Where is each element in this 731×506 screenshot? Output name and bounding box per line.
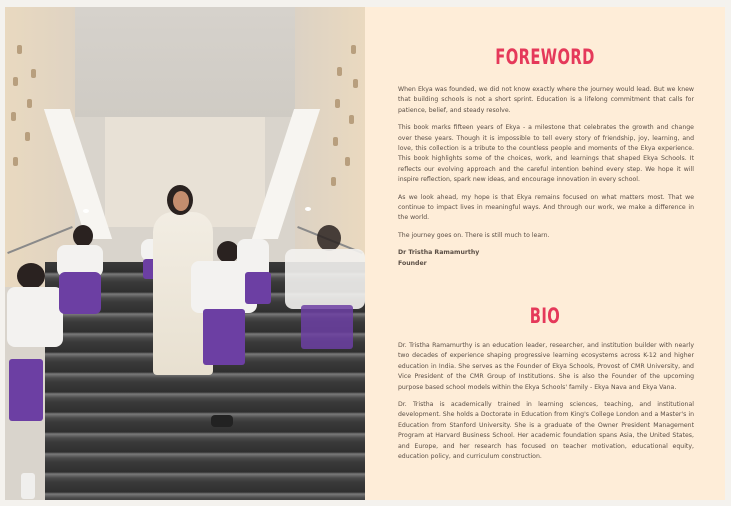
signature-role: Founder	[398, 259, 427, 267]
foreword-heading: FOREWORD	[495, 45, 595, 69]
foreword-paragraph: The journey goes on. There is still much to learn.	[398, 231, 550, 239]
foreword-paragraph: This book marks fifteen years of Ekya - a milestone that celebrates the growth and change over these years. Though it is impossible to tell every story of friendship, joy, learning, and love, this collection is a tribute to the countless people and moments of the Ekya experience. This book highlights some of the choices, work, and learnings that shaped Ekya Schools. It reflects our evolving approach and the careful intention behind every step. We hope it will inspire reflection, spark new ideas, and encourage innovation in every school.	[398, 124, 694, 184]
book-spread	[5, 7, 725, 500]
bio-paragraph: Dr. Tristha is academically trained in learning sciences, teaching, and institutional development. She holds a Doctorate in Education from King's College London and a Master's in Education from Stanford University. She is a graduate of the Owner President Management Program at Harvard Business School. Her academic foundation spans Asia, the United States, and Europe, and her research has focused on teacher motivation, educational equity, education policy, and curriculum construction.	[398, 401, 694, 461]
bio-heading: BIO	[529, 304, 561, 328]
bio-body	[398, 341, 694, 469]
bio-paragraph: Dr. Tristha Ramamurthy is an education leader, researcher, and institution builder with nearly two decades of experience shaping progressive learning ecosystems across K-12 and higher education in India. She serves as the Founder of Ekya Schools, Provost of CMR University, and Vice President of the CMR Group of Institutions. She is also the Founder of the upcoming purpose based school models within the Ekya Schools' family - Ekya Nava and Ekya Vana.	[398, 342, 694, 391]
signature-name: Dr Tristha Ramamurthy	[398, 249, 480, 257]
ceiling-light	[305, 207, 311, 211]
foreword-body	[398, 85, 694, 269]
ceiling-light	[83, 209, 89, 213]
text-page	[365, 7, 725, 500]
cover-photo	[5, 7, 365, 500]
woman-face	[173, 191, 189, 211]
foreword-paragraph: When Ekya was founded, we did not know exactly where the journey would lead. But we knew that building schools is not a short sprint. Education is a lifelong commitment that calls for patience, belief, and steady resolve.	[398, 86, 694, 114]
foreword-paragraph: As we look ahead, my hope is that Ekya remains focused on what matters most. That we continue to impact lives in meaningful ways. And through our work, we make a difference in the world.	[398, 193, 694, 222]
